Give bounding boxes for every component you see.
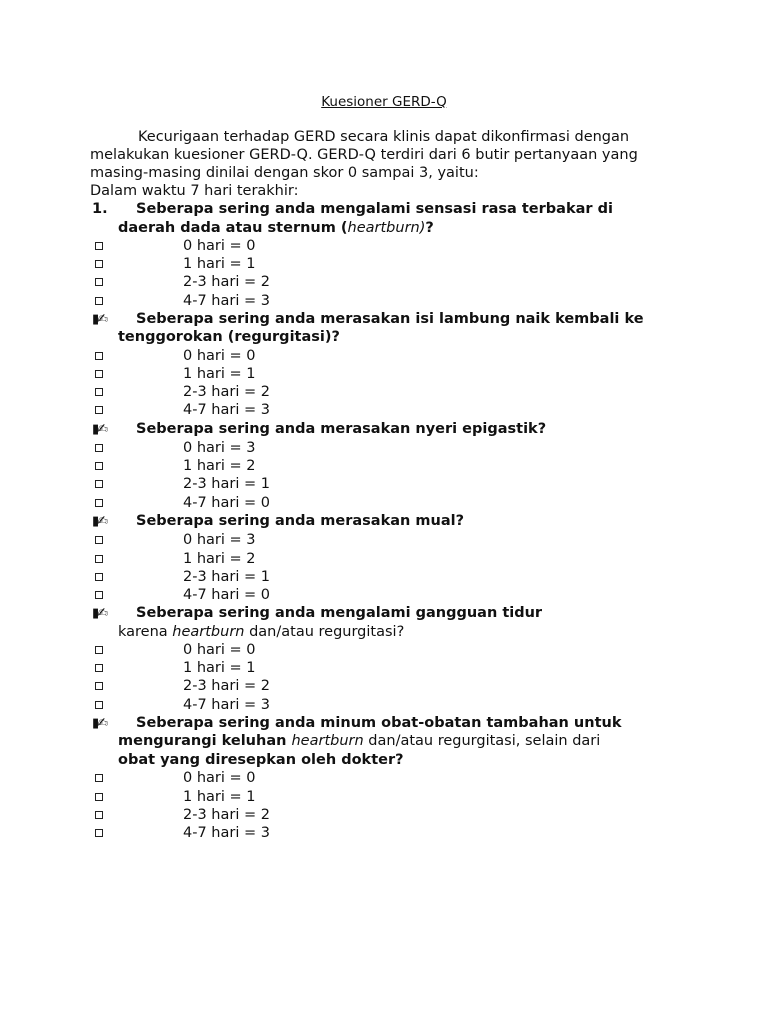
- answer-option[interactable]: [90, 273, 690, 291]
- checkbox-icon[interactable]: [95, 701, 103, 709]
- answer-option[interactable]: [90, 568, 690, 586]
- checkbox-icon[interactable]: [95, 242, 103, 250]
- question-text: [136, 512, 690, 532]
- checkbox-icon[interactable]: [95, 573, 103, 581]
- answer-option-label: 0 hari = 0: [183, 347, 256, 364]
- checkbox-icon[interactable]: [95, 499, 103, 507]
- answer-option-label: 1 hari = 1: [183, 660, 256, 677]
- answer-option[interactable]: [90, 347, 690, 365]
- answer-option-label: 1 hari = 1: [183, 256, 256, 273]
- garbled-number-icon: ▮✍: [92, 606, 107, 621]
- answer-option[interactable]: [90, 383, 690, 401]
- answer-option[interactable]: [90, 769, 690, 787]
- question-header: [90, 604, 690, 641]
- checkbox-icon[interactable]: [95, 555, 103, 563]
- answer-option-label: 4-7 hari = 0: [183, 494, 270, 511]
- question-text: [118, 310, 690, 347]
- question-line: Seberapa sering anda merasakan isi lambung naik kembali ke: [136, 310, 644, 327]
- checkbox-icon[interactable]: [95, 829, 103, 837]
- answer-option[interactable]: [90, 549, 690, 567]
- intro-paragraph: Kecurigaan terhadap GERD secara klinis dapat dikonfirmasi dengan melakukan kuesioner GERD-Q. GERD-Q terdiri dari 6 butir pertanyaan yang masing-masing dinilai dengan skor 0 sampai 3, yaitu:: [90, 129, 638, 181]
- answer-option[interactable]: [90, 641, 690, 659]
- answer-option-label: 0 hari = 0: [183, 770, 256, 787]
- checkbox-icon[interactable]: [95, 591, 103, 599]
- checkbox-icon[interactable]: [95, 646, 103, 654]
- checkbox-icon[interactable]: [95, 278, 103, 286]
- answer-option-label: 2-3 hari = 2: [183, 384, 270, 401]
- question-header: [90, 512, 690, 532]
- answer-option[interactable]: [90, 824, 690, 842]
- answer-option-label: 1 hari = 2: [183, 458, 256, 475]
- question-line-part: dan/atau regurgitasi, selain dari: [363, 733, 601, 750]
- answer-option[interactable]: [90, 237, 690, 255]
- question-number: 1.: [92, 201, 108, 217]
- garbled-number-icon: ▮✍: [92, 311, 107, 327]
- question-line: Seberapa sering anda minum obat-obatan tambahan untuk: [136, 714, 622, 731]
- question-text: [136, 420, 690, 440]
- answer-option-label: 2-3 hari = 1: [183, 568, 270, 585]
- question-1: [90, 200, 690, 310]
- question-line-continued: obat yang diresepkan oleh dokter?: [118, 751, 404, 768]
- answer-option-label: 4-7 hari = 3: [183, 696, 270, 713]
- question-header: [90, 200, 690, 237]
- checkbox-icon[interactable]: [95, 297, 103, 305]
- question-line: Seberapa sering anda mengalami gangguan tidur: [136, 605, 543, 621]
- answer-options: [90, 769, 690, 842]
- question-line-continued: tenggorokan (regurgitasi)?: [118, 329, 340, 346]
- checkbox-icon[interactable]: [95, 480, 103, 488]
- answer-option[interactable]: [90, 401, 690, 419]
- answer-option[interactable]: [90, 475, 690, 493]
- checkbox-icon[interactable]: [95, 774, 103, 782]
- document-title: Kuesioner GERD-Q: [321, 94, 447, 110]
- answer-option[interactable]: [90, 677, 690, 695]
- answer-options: [90, 531, 690, 604]
- answer-option[interactable]: [90, 494, 690, 512]
- question-line-continued: [118, 732, 690, 751]
- answer-option[interactable]: [90, 531, 690, 549]
- checkbox-icon[interactable]: [95, 352, 103, 360]
- question-number-glyph: [90, 420, 136, 440]
- answer-options: [90, 237, 690, 310]
- answer-options: [90, 347, 690, 420]
- question-line: Seberapa sering anda merasakan mual?: [136, 512, 464, 529]
- answer-option[interactable]: [90, 586, 690, 604]
- checkbox-icon[interactable]: [95, 682, 103, 690]
- answer-option-label: 4-7 hari = 0: [183, 586, 270, 603]
- answer-option-label: 2-3 hari = 2: [183, 678, 270, 695]
- answer-option[interactable]: [90, 457, 690, 475]
- question-emphasis: heartburn: [291, 733, 364, 750]
- answer-option[interactable]: [90, 787, 690, 805]
- question-line-continued: [118, 623, 690, 642]
- question-emphasis: heartburn): [347, 219, 426, 236]
- question-text: [118, 200, 690, 237]
- question-header: [90, 420, 690, 440]
- question-header: [90, 310, 690, 347]
- checkbox-icon[interactable]: [95, 444, 103, 452]
- intro-section: [90, 128, 690, 200]
- question-6: [90, 714, 690, 842]
- garbled-number-icon: ▮✍: [92, 421, 107, 437]
- answer-option[interactable]: [90, 365, 690, 383]
- question-3: [90, 420, 690, 512]
- garbled-number-icon: ▮✍: [92, 513, 107, 529]
- question-number-glyph: [90, 512, 136, 532]
- answer-option-label: 0 hari = 0: [183, 642, 256, 659]
- answer-option-label: 4-7 hari = 3: [183, 402, 270, 419]
- question-text: [118, 714, 690, 770]
- answer-option-label: 4-7 hari = 3: [183, 824, 270, 841]
- answer-option-label: 2-3 hari = 2: [183, 806, 270, 823]
- checkbox-icon[interactable]: [95, 370, 103, 378]
- checkbox-icon[interactable]: [95, 388, 103, 396]
- question-list: [90, 200, 690, 842]
- answer-option[interactable]: [90, 806, 690, 824]
- question-text: [118, 604, 690, 641]
- checkbox-icon[interactable]: [95, 811, 103, 819]
- checkbox-icon[interactable]: [95, 406, 103, 414]
- answer-option-label: 4-7 hari = 3: [183, 292, 270, 309]
- question-line-part: dan/atau regurgitasi?: [244, 623, 405, 640]
- answer-option-label: 2-3 hari = 2: [183, 274, 270, 291]
- garbled-number-icon: ▮✍: [92, 715, 107, 731]
- answer-option-label: 0 hari = 0: [183, 238, 256, 255]
- answer-options: [90, 641, 690, 714]
- question-line-continued: [118, 219, 690, 238]
- answer-option-label: 0 hari = 3: [183, 440, 256, 457]
- answer-option-label: 1 hari = 1: [183, 788, 256, 805]
- checkbox-icon[interactable]: [95, 260, 103, 268]
- answer-option[interactable]: [90, 696, 690, 714]
- question-5: [90, 604, 690, 714]
- checkbox-icon[interactable]: [95, 536, 103, 544]
- answer-option-label: 0 hari = 3: [183, 532, 256, 549]
- question-2: [90, 310, 690, 420]
- question-line-part: ?: [425, 219, 434, 236]
- checkbox-icon[interactable]: [95, 462, 103, 470]
- answer-option[interactable]: [90, 255, 690, 273]
- question-line-part: mengurangi keluhan: [118, 733, 292, 750]
- question-line: Seberapa sering anda merasakan nyeri epigastik?: [136, 420, 547, 437]
- answer-option-label: 1 hari = 1: [183, 366, 256, 383]
- checkbox-icon[interactable]: [95, 793, 103, 801]
- question-line-part: karena: [118, 623, 173, 640]
- answer-options: [90, 439, 690, 512]
- question-4: [90, 512, 690, 604]
- intro-period: Dalam waktu 7 hari terakhir:: [90, 183, 299, 199]
- answer-option-label: 2-3 hari = 1: [183, 476, 270, 493]
- answer-option[interactable]: [90, 292, 690, 310]
- question-emphasis: heartburn: [172, 623, 245, 640]
- answer-option-label: 1 hari = 2: [183, 550, 256, 567]
- answer-option[interactable]: [90, 439, 690, 457]
- question-line: Seberapa sering anda mengalami sensasi rasa terbakar di: [136, 201, 613, 217]
- answer-option[interactable]: [90, 659, 690, 677]
- checkbox-icon[interactable]: [95, 664, 103, 672]
- question-header: [90, 714, 690, 770]
- question-line-part: daerah dada atau sternum (: [118, 219, 348, 236]
